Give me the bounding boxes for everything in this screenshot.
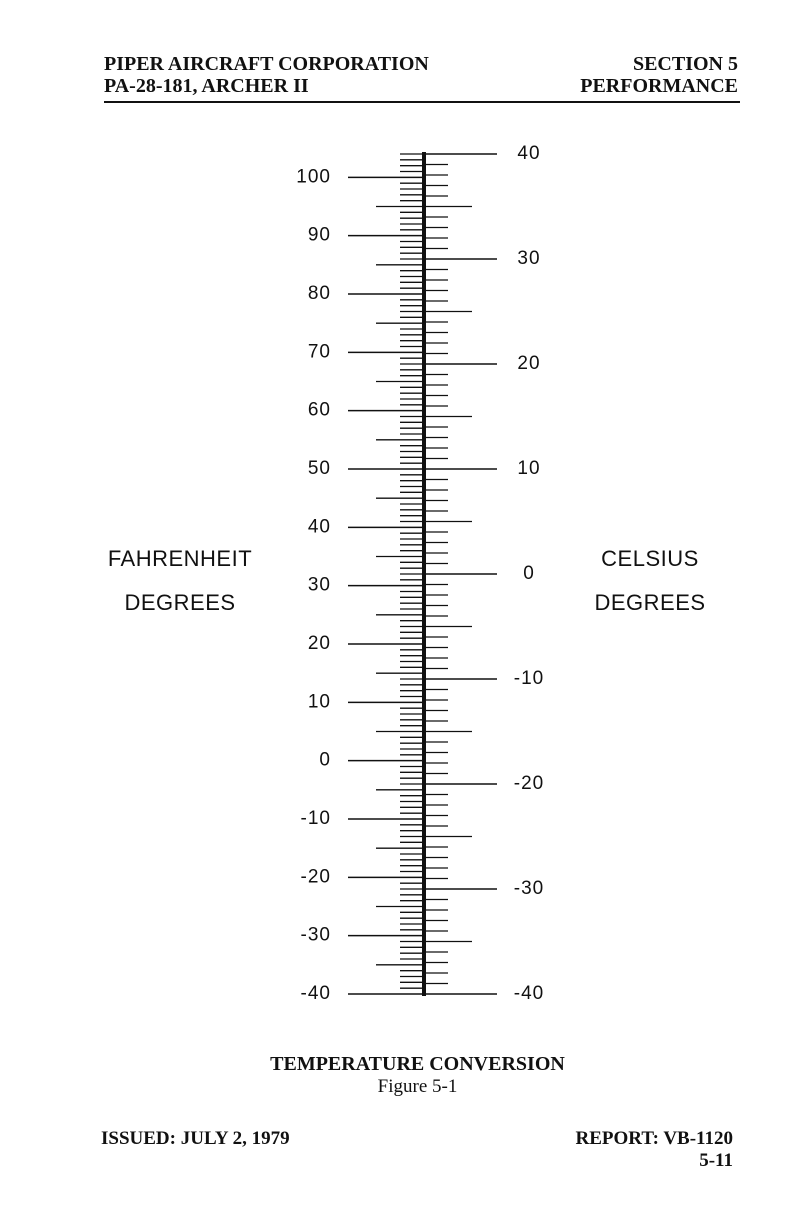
fahrenheit-tick-label: 0 [319, 749, 331, 771]
fahrenheit-tick-label: 50 [307, 458, 331, 480]
fahrenheit-label-line2: DEGREES [124, 590, 236, 615]
celsius-tick-label: 20 [517, 353, 541, 375]
celsius-tick-label: 40 [517, 143, 541, 165]
figure-number: Figure 5-1 [377, 1076, 458, 1097]
fahrenheit-tick-label: 80 [307, 283, 331, 305]
fahrenheit-tick-label: -30 [300, 924, 331, 946]
celsius-tick-label: -10 [513, 668, 545, 690]
fahrenheit-tick-label: 20 [307, 633, 331, 655]
celsius-tick-label: -40 [513, 983, 545, 1005]
fahrenheit-tick-label: 10 [307, 691, 331, 713]
footer-issued: ISSUED: JULY 2, 1979 [101, 1128, 290, 1149]
fahrenheit-label-line1: FAHRENHEIT [107, 546, 253, 571]
celsius-tick-label: 30 [517, 248, 541, 270]
fahrenheit-tick-label: 70 [307, 341, 331, 363]
celsius-label-line1: CELSIUS [601, 546, 699, 571]
fahrenheit-tick-label: -10 [300, 808, 331, 830]
header-company: PIPER AIRCRAFT CORPORATION [104, 53, 429, 75]
fahrenheit-tick-label: -40 [300, 983, 331, 1005]
header-section-title: PERFORMANCE [580, 75, 738, 97]
figure-title: TEMPERATURE CONVERSION [270, 1053, 565, 1075]
celsius-tick-label: -20 [513, 773, 545, 795]
fahrenheit-tick-label: 30 [307, 574, 331, 596]
fahrenheit-tick-label: 90 [307, 224, 331, 246]
celsius-tick-label: -30 [513, 878, 545, 900]
celsius-tick-label: 0 [523, 563, 535, 585]
header-section: SECTION 5 [632, 53, 738, 75]
footer-page: 5-11 [699, 1150, 733, 1171]
footer-report: REPORT: VB-1120 [575, 1128, 733, 1149]
fahrenheit-tick-label: 60 [307, 399, 331, 421]
celsius-tick-label: 10 [517, 458, 541, 480]
fahrenheit-tick-label: 100 [296, 166, 331, 188]
header-model: PA-28-181, ARCHER II [104, 75, 309, 97]
celsius-label-line2: DEGREES [594, 590, 706, 615]
footer-right [540, 1128, 733, 1172]
fahrenheit-tick-label: 40 [307, 516, 331, 538]
fahrenheit-tick-label: -20 [300, 866, 331, 888]
